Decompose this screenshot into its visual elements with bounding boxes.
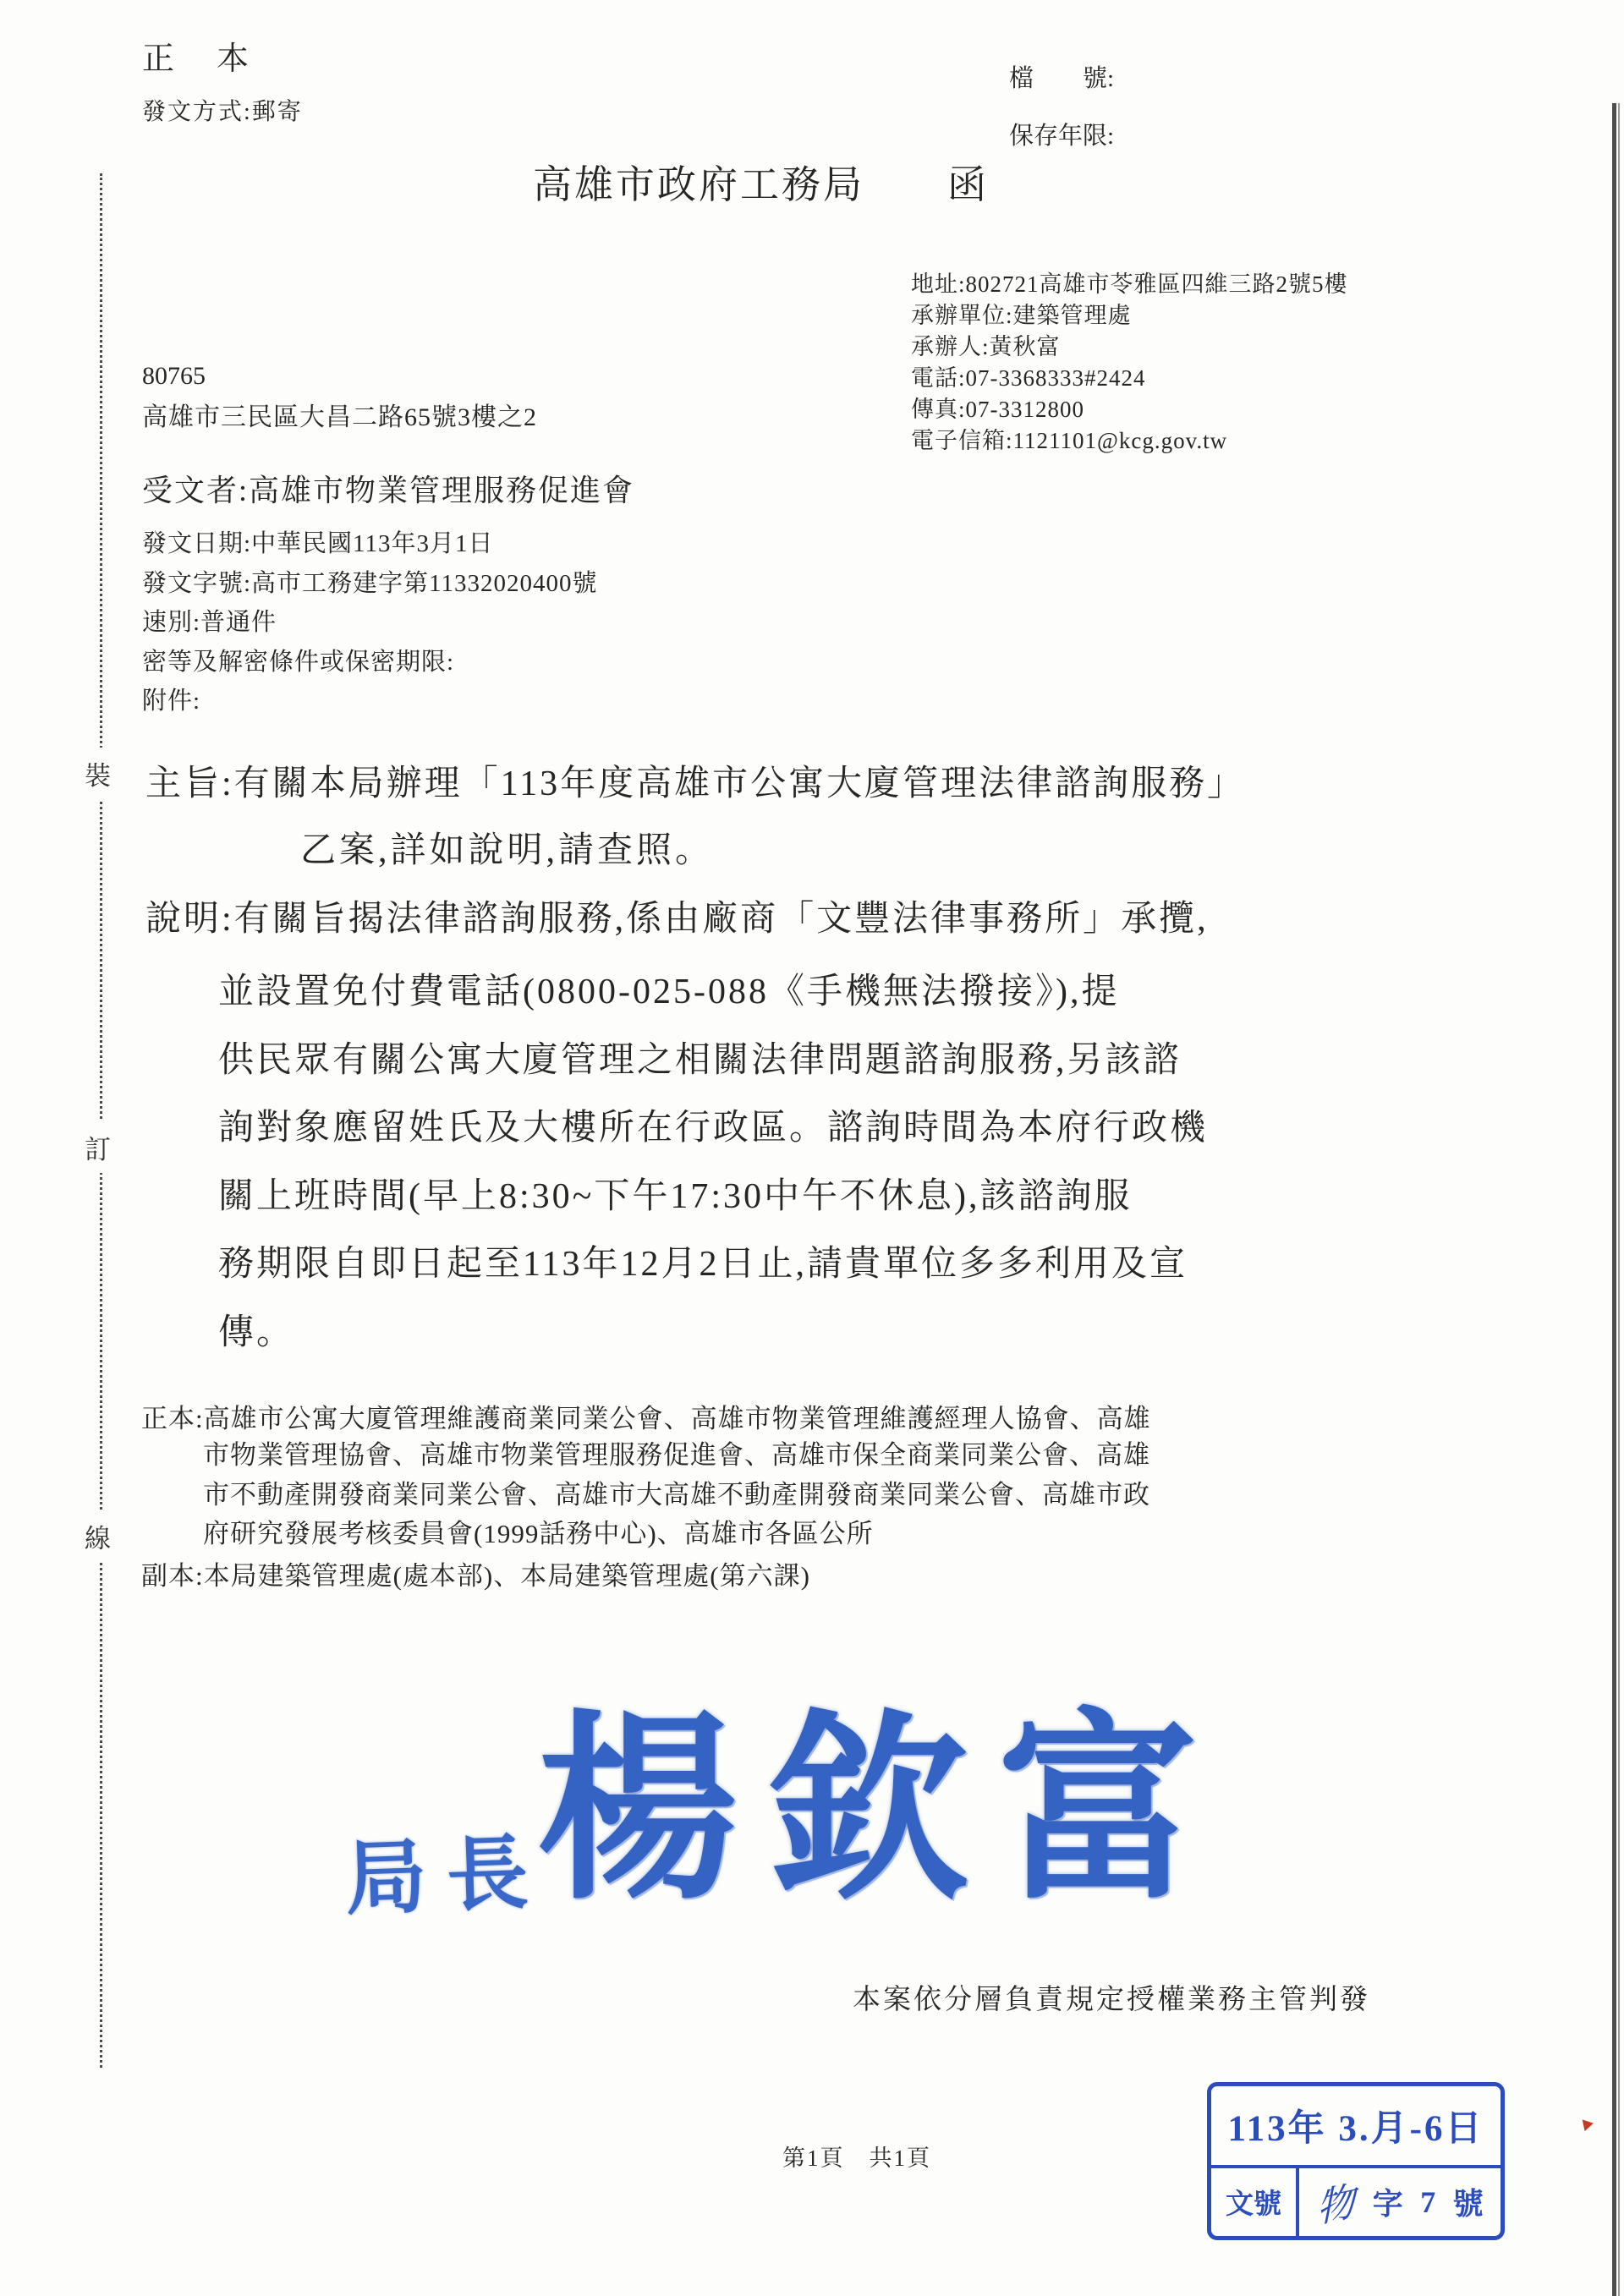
binding-mark-ding: 訂 (83, 1121, 112, 1173)
recipient-address: 高雄市三民區大昌二路65號3樓之2 (142, 403, 537, 431)
original-copies-line-2: 市物業管理協會、高雄市物業管理服務促進會、高雄市保全商業同業公會、高雄 (203, 1440, 1150, 1470)
speed-class: 速別:普通件 (142, 609, 277, 636)
stamp-handwritten-char: 物 (1316, 2178, 1356, 2231)
original-copies-line-1: 正本:高雄市公寓大廈管理維護商業同業公會、高雄市物業管理維護經理人協會、高雄 (141, 1404, 1151, 1433)
stamp-number-value (1299, 2168, 1501, 2236)
binding-mark-xian: 線 (83, 1510, 112, 1562)
security-class: 密等及解密條件或保密期限: (142, 648, 455, 676)
signature-title: 局長 (343, 1827, 551, 1926)
authorization-note: 本案依分層負責規定授權業務主管判發 (853, 1985, 1370, 2015)
stamp-number: 7 (1420, 2184, 1436, 2219)
recipient-zip: 80765 (142, 362, 206, 390)
recipient-line: 受文者:高雄市物業管理服務促進會 (142, 474, 635, 507)
contact-phone: 電話:07-3368333#2424 (911, 365, 1146, 391)
agency-contact-block (911, 269, 1348, 457)
contact-fax: 傳真:07-3312800 (911, 397, 1084, 422)
contact-email: 電子信箱:1121101@kcg.gov.tw (911, 428, 1228, 453)
scan-edge-line (1612, 103, 1616, 2296)
scan-edge-line-light (1618, 103, 1620, 2296)
original-copies-line-3: 市不動產開發商業同業公會、高雄市大高雄不動產開發商業同業公會、高雄市政 (203, 1479, 1150, 1510)
explanation-line-6: 務期限自即日起至113年12月2日止,請貴單位多多利用及宣 (218, 1245, 1188, 1284)
file-number-label: 檔 號: (1009, 65, 1115, 92)
explanation-line-7: 傳。 (218, 1312, 295, 1352)
explanation-line-5: 關上班時間(早上8:30~下午17:30中午不休息),該諮詢服 (218, 1176, 1133, 1216)
contact-address: 地址:802721高雄市苓雅區四維三路2號5樓 (911, 271, 1348, 297)
dispatch-number: 發文字號:高市工務建字第11332020400號 (142, 569, 598, 597)
dispatch-method: 發文方式:郵寄 (142, 99, 303, 125)
received-date-stamp (1207, 2082, 1505, 2240)
red-mark (1583, 2118, 1595, 2131)
explanation-line-2: 並設置免付費電話(0800-025-088《手機無法撥接》),提 (218, 973, 1120, 1011)
page-number-footer: 第1頁 共1頁 (782, 2145, 931, 2171)
explanation-line-4: 詢對象應留姓氏及大樓所在行政區。諮詢時間為本府行政機 (218, 1109, 1209, 1148)
document-title: 高雄市政府工務局 函 (533, 163, 989, 206)
attachment-label: 附件: (142, 688, 201, 715)
dispatch-meta-block (142, 524, 597, 721)
retention-period-label: 保存年限: (1009, 123, 1115, 150)
explanation-continuation (218, 958, 1208, 1367)
binding-dotted-line (100, 173, 102, 2068)
original-copies-line-4: 府研究發展考核委員會(1999話務中心)、高雄市各區公所 (203, 1519, 874, 1548)
signature-name: 楊欽富 (537, 1701, 1227, 1923)
stamp-word-char: 字 (1372, 2187, 1403, 2222)
contact-unit: 承辦單位:建築管理處 (911, 303, 1132, 328)
subject-line-2: 乙案,詳如說明,請查照。 (300, 831, 715, 870)
stamp-unit-char: 號 (1452, 2187, 1484, 2222)
stamp-date: 113年 3.月-6日 (1227, 2108, 1484, 2149)
original-copies-continuation (203, 1436, 1150, 1554)
explanation-line-3: 供民眾有關公寓大廈管理之相關法律問題諮詢服務,另該諮 (218, 1040, 1182, 1080)
subject-line-1: 主旨:有關本局辦理「113年度高雄市公寓大廈管理法律諮詢服務」 (145, 764, 1246, 803)
binding-mark-zhuang: 裝 (83, 748, 112, 799)
copy-type-label: 正 本 (142, 41, 255, 77)
stamp-number-row (1211, 2165, 1501, 2236)
explanation-line-1: 說明:有關旨揭法律諮詢服務,係由廠商「文豐法律事務所」承攬, (145, 900, 1209, 939)
contact-person: 承辦人:黃秋富 (911, 334, 1061, 359)
dispatch-date: 發文日期:中華民國113年3月1日 (142, 530, 494, 557)
cc-copies-line: 副本:本局建築管理處(處本部)、本局建築管理處(第六課) (141, 1561, 810, 1591)
stamp-number-label: 文號 (1211, 2168, 1299, 2236)
